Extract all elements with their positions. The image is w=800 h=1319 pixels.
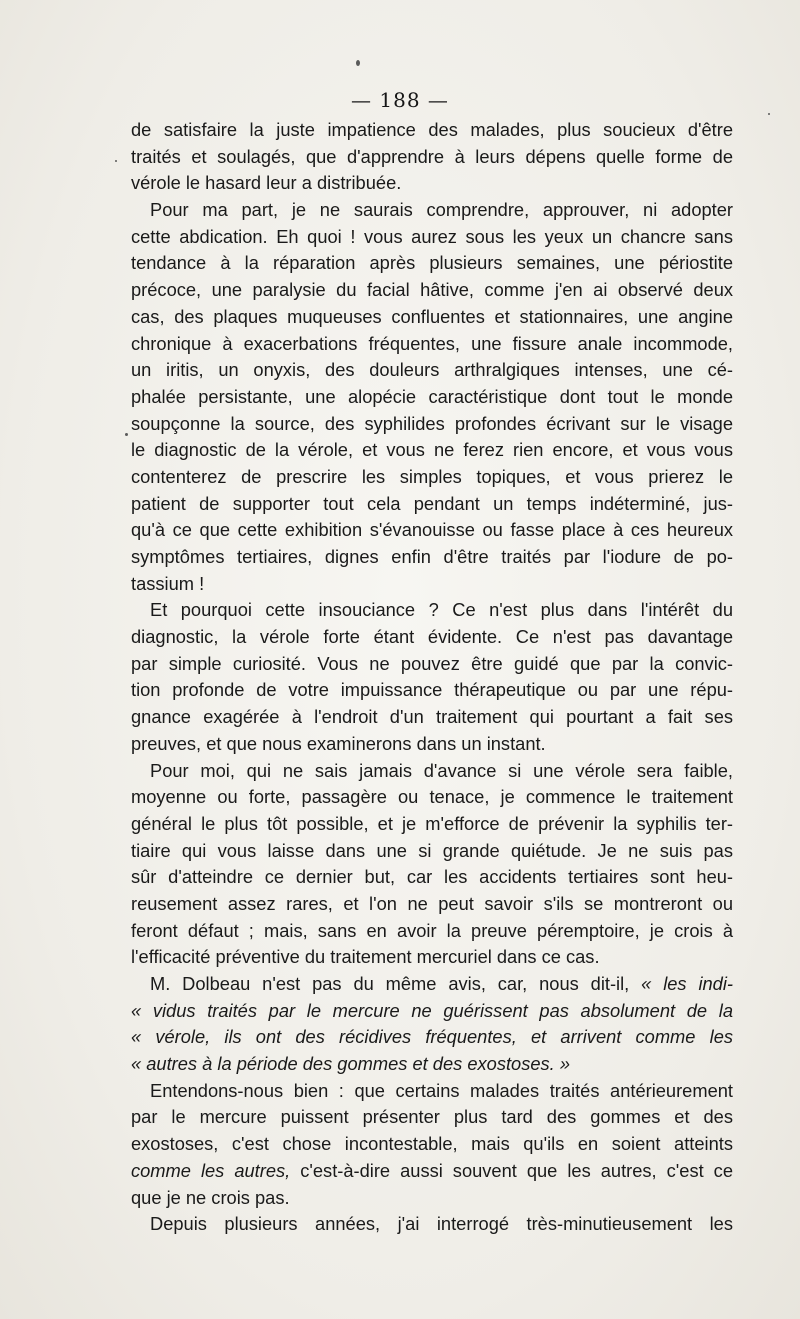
scan-speck (115, 160, 117, 162)
text-line (131, 1158, 733, 1185)
text-line: de satisfaire la juste impatience des malades, plus soucieux d'être (131, 119, 733, 140)
text-line: Pour moi, qui ne sais jamais d'avance si une vérole sera faible, (150, 759, 733, 781)
text-line: un iritis, un onyxis, des douleurs arthralgiques intenses, une cé- (131, 359, 733, 381)
text-line: l'efficacité préventive du traitement mercuriel dans ce cas. (131, 946, 600, 968)
quote-line: « vérole, ils ont des récidives fréquentes, et arrivent comme les (131, 1026, 733, 1048)
text-line: précoce, une paralysie du facial hâtive, comme j'en ai observé deux (131, 279, 733, 301)
paragraph-4 (131, 758, 733, 972)
paragraph-1 (131, 117, 733, 197)
text-line: Entendons-nous bien : que certains malades traités antérieurement (150, 1079, 733, 1101)
paragraph-7 (131, 1211, 733, 1238)
text-line: phalée persistante, une alopécie caractéristique dont tout le monde (131, 385, 733, 407)
text-line: que je ne crois pas. (131, 1186, 290, 1208)
text-line: tion profonde de votre impuissance thérapeutique ou par une répu- (131, 679, 733, 701)
text-line: qu'à ce que cette exhibition s'évanouisse ou fasse place à ces heureux (131, 519, 733, 541)
text-line: cas, des plaques muqueuses confluentes et stationnaires, une angine (131, 305, 733, 327)
text-line: diagnostic, la vérole forte étant évidente. Ce n'est pas davantage (131, 626, 733, 648)
text-line: sûr d'atteindre ce dernier but, car les accidents tertiaires sont heu- (131, 866, 733, 888)
text-line: gnance exagérée à l'endroit d'un traitement qui pourtant a fait ses (131, 706, 733, 728)
quote-intro: M. Dolbeau n'est pas du même avis, car, nous dit-il, (150, 973, 630, 994)
text-line: par le mercure puissent présenter plus tard des gommes et des (131, 1106, 733, 1128)
text-line: par simple curiosité. Vous ne pouvez être guidé que par la convic- (131, 652, 733, 674)
quote-line: « autres à la période des gommes et des exostoses. » (131, 1053, 570, 1075)
text-line: cette abdication. Eh quoi ! vous aurez sous les yeux un chancre sans (131, 225, 733, 247)
text-line: vérole le hasard leur a distribuée. (131, 172, 402, 194)
text-line: preuves, et que nous examinerons dans un instant. (131, 732, 546, 754)
text-line: reusement assez rares, et l'on ne peut savoir s'ils se montreront ou (131, 892, 733, 914)
paragraph-6 (131, 1078, 733, 1211)
paragraph-2 (131, 197, 733, 597)
scan-speck (125, 433, 128, 436)
text-line: tendance à la réparation après plusieurs semaines, une périostite (131, 252, 733, 274)
text-line: soupçonne la source, des syphilides profondes écrivant sur le visage (131, 412, 733, 434)
scan-speck (356, 60, 360, 66)
quote-start: « les indi- (641, 973, 733, 994)
text-line: chronique à exacerbations fréquentes, une fissure anale incommode, (131, 332, 733, 354)
text-line: général le plus tôt possible, et je m'efforce de prévenir la syphilis ter- (131, 812, 733, 834)
text-line: tassium ! (131, 572, 205, 594)
line-rest: c'est-à-dire aussi souvent que les autres, c'est ce (290, 1159, 733, 1181)
text-line: exostoses, c'est chose incontestable, mais qu'ils en soient atteints (131, 1133, 733, 1155)
body-text (131, 117, 733, 1238)
text-line: tiaire qui vous laisse dans une si grande quiétude. Je ne suis pas (131, 839, 733, 861)
text-line: patient de supporter tout cela pendant un temps indéterminé, jus- (131, 492, 733, 514)
text-line: moyenne ou forte, passagère ou tenace, je commence le traitement (131, 786, 733, 808)
page-number: — 188 — (351, 88, 449, 112)
scan-speck (768, 113, 770, 115)
text-line: contenterez de prescrire les simples topiques, et vous prierez le (131, 465, 733, 487)
text-line: symptômes tertiaires, dignes enfin d'être traités par l'iodure de po- (131, 546, 733, 567)
text-line: Et pourquoi cette insouciance ? Ce n'est plus dans l'intérêt du (150, 599, 733, 621)
emphasis: comme les autres, (131, 1159, 291, 1181)
paragraph-5 (131, 971, 733, 1078)
text-line: feront défaut ; mais, sans en avoir la preuve péremptoire, je crois à (131, 919, 733, 941)
text-line: le diagnostic de la vérole, et vous ne ferez rien encore, et vous vous (131, 439, 733, 461)
quote-line: « vidus traités par le mercure ne guérissent pas absolument de la (131, 999, 733, 1021)
text-line: traités et soulagés, que d'apprendre à leurs dépens quelle forme de (131, 145, 733, 167)
text-line: Pour ma part, je ne saurais comprendre, approuver, ni adopter (150, 199, 733, 221)
paragraph-3 (131, 597, 733, 757)
text-line (131, 971, 733, 998)
text-line: Depuis plusieurs années, j'ai interrogé très-minutieusement les (150, 1213, 733, 1235)
